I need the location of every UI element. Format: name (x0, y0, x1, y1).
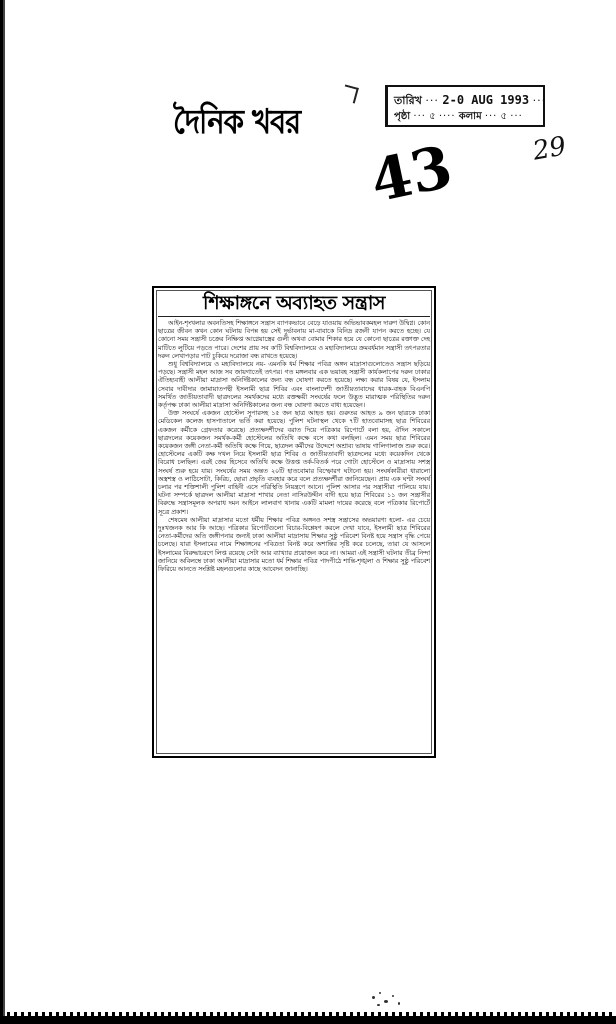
stamp-dots: ···· (438, 111, 456, 122)
handwritten-number: 43 (364, 132, 458, 216)
stamp-page-value: ৫ (429, 111, 436, 122)
article-paragraph: আইন-শৃংখলার অবনতিসহ শিক্ষাঙ্গনে সন্ত্রাস ব্যাপকভাবে বেড়ে যাওয়ায় অভিভাবকমহল দারুণ উদ্বিগ্ন। কোন ছাত্রের জীবন কখন কোন ঘটনায় বিপন্ন হয় সেই দুর্ভাবনায় মা-বাবাকে বিনিদ্র রজনী যাপন করতে হচ্ছে। যে কোনো সময় সন্ত্রাসী চক্রের নিক্ষিপ্ত আগ্নেয়াস্ত্রের গুলী অথবা বোমার শিকার হয়ে যে কোনো ছাত্রের রক্তাক্ত দেহ মাটিতে লুটিয়ে পড়তে পারে। দেশের প্রায় সব ক'টি বিশ্ববিদ্যালয়ে ও মহাবিদ্যালয়ে ক্রমবর্ধমান সন্ত্রাসী তৎপরতার দরুন লেখাপড়ার পাট চুকিয়ে দরোজা বন্ধ রাখতে হয়েছে। (158, 319, 430, 360)
handwritten-corner-number: 29 (530, 131, 569, 167)
date-stamp (385, 85, 545, 127)
stamp-date-label: তারিখ (394, 94, 422, 107)
scan-speck (392, 995, 394, 997)
article-paragraph: শেষমেষ আলীয়া মাদ্রাসার মতো ধর্মীয় শিক্ষার পবিত্র অঙ্গনও সশস্ত্র সন্ত্রাসের অভয়ারণ্য হলো- এর চেয়ে দুঃখজনক আর কি আছে। পত্রিকার রিপোর্টগুলো বিচার-বিশ্লেষণ করলে দেখা যাবে, ইসলামী ছাত্র শিবিরের নেতা-কর্মীদের অতি জঙ্গীপনার জন্যই ঢাকা আলীয়া মাদ্রাসায় শিক্ষার সুষ্ঠু পরিবেশ বিনষ্ট হয়ে সন্ত্রাস বৃদ্ধি পেয়ে চলেছে। যারা ইসলামের নামে শিক্ষাঙ্গনের পবিত্রতা বিনষ্ট করে অশান্তির সৃষ্টি করে চলেছে, তারা যে আসলে ইসলামের বিরুদ্ধাচরণে লিপ্ত রয়েছে সেটা আর ব্যাখ্যার প্রয়োজন করে না। আমরা এই সন্ত্রাসী ঘটনার তীব্র নিন্দা জানিয়ে অবিলম্বে ঢাকা আলীয়া মাদ্রাসার মতো ধর্ম শিক্ষার পবিত্র পাদপীঠে শান্তি-শৃঙ্খলা ও শিক্ষার সুষ্ঠু পরিবেশ ফিরিয়ে আনতে সংশ্লিষ্ট মহলগুলোর কাছে আবেদন জানাচ্ছি। (158, 515, 430, 574)
newspaper-clipping (152, 286, 436, 758)
scan-speck (398, 1002, 400, 1005)
stamp-dots: ··· (510, 111, 523, 122)
stamp-dots: ··· (532, 94, 547, 107)
scan-speck (372, 996, 375, 999)
stamp-column-value: ৫ (500, 111, 508, 122)
stamp-page-label: পৃষ্ঠা (394, 111, 411, 122)
article-headline: শিক্ষাঙ্গনে অব্যাহত সন্ত্রাস (158, 290, 430, 317)
article-paragraph: উক্ত সংঘর্ষে একজন হোস্টেল সুপারসহ ১৫ জন ছাত্র আহত হয়। গুরুতর আহত ৯ জন ছাত্রকে ঢাকা মেডিকেল কলেজ হাসপাতালে ভর্তি করা হয়েছে। পুলিশ ঘটনাস্থল থেকে ৭টি হাতবোমাসহ ছাত্র শিবিরের একজন কর্মীকে গ্রেফতার করেছে। প্রত্যক্ষদর্শীদের বরাত দিয়ে পত্রিকার রিপোর্টে বলা হয়, ঐদিন সকালে ছাত্রদলের কয়েকজন সমর্থক-কর্মী হোস্টেলের অতিথি কক্ষে বসে কথা বলছিল। এমন সময় ছাত্র শিবিরের কয়েকজন জঙ্গী নেতা-কর্মী অতিথি কক্ষে গিয়ে, ছাত্রদল কর্মীদের উদ্দেশে অশ্রাব্য ভাষায় গালিগালাজ শুরু করে। হোস্টেলের একটি কক্ষ দখল নিয়ে ইসলামী ছাত্র শিবির ও জাতীয়তাবাদী ছাত্রদলের মধ্যে কয়েকদিন থেকে বিরোধ চলছিল। এরই জের হিসেবে অতিথি কক্ষে উত্তপ্ত তর্ক-বিতর্ক পরে গোটা হোস্টেলে ও মাদ্রাসায় সশস্ত্র সংঘর্ষ শুরু হয়ে যায়। সংঘর্ষের সময় অন্তত ২০টি হাতবোমার বিস্ফোরণ ঘটানো হয়। সংঘর্ষকারীরা ধারালো অস্ত্রশস্ত্র ও লাঠিসোটা, কিরিচ, ছোরা প্রভৃতি ব্যবহার করে বলে প্রত্যক্ষদর্শীরা জানিয়েছেন। প্রায় এক ঘণ্টা সংঘর্ষ চলার পর শক্তিশালী পুলিশ বাহিনী এসে পরিস্থিতি নিয়ন্ত্রণে আনে। পুলিশ আসার পর সন্ত্রাসীরা পালিয়ে যায়। ঘটনা সম্পর্কে ছাত্রদল আলীয়া মাদ্রাসা শাখার নেতা নাসিরউদ্দীন বাদী হয়ে ছাত্র শিবিরের ১১ জন সন্ত্রাসীর বিরুদ্ধে সন্ত্রাসমূলক অপরাধ দমন আইনে লালবাগ থানায় একটি মামলা দায়ের করেছে বলে পত্রিকার রিপোর্টে সূত্রে প্রকাশ। (158, 409, 430, 516)
article-paragraph: শুধু বিশ্ববিদ্যালয়ে ও মহাবিদ্যালয়ে নয়- এমনকি ধর্ম শিক্ষার পবিত্র অঙ্গন মাদ্রাসাগুলোতেও সন্ত্রাস ছড়িয়ে পড়ছে। সন্ত্রাসী মহল আজ সব জায়গাতেই তৎপর। গত মঙ্গলবার এক ভয়াবহ সন্ত্রাসী কার্যকলাপের দরুন ঢাকার ঐতিহ্যবাহী আলীয়া মাদ্রাসা অনির্দিষ্টকালের জন্য বন্ধ ঘোষণা করতে হয়েছে। লক্ষ্য করার বিষয় যে, ইসলাম সেবার দাবীদার জামায়াতপন্থী ইসলামী ছাত্র শিবির এবং বাংলাদেশী জাতীয়তাবাদের ধারক-বাহক বিএনপি সমর্থিত জাতীয়তাবাদী ছাত্রদলের সমর্থকদের মধ্যে রক্তক্ষয়ী সংঘর্ষের ফলে উদ্ভূত মারাত্মক পরিস্থিতির দরুন কর্তৃপক্ষ ঢাকা আলীয়া মাদ্রাসা অনির্দিষ্টকালের জন্য বন্ধ ঘোষণা করতে বাধ্য হয়েছেন। (158, 360, 430, 410)
stamp-column-label: কলাম (458, 111, 482, 122)
stamp-page-row (394, 109, 523, 126)
stamp-date-value: 2-0 AUG 1993 (442, 93, 530, 107)
scan-left-border (0, 0, 5, 1024)
check-mark-icon (341, 84, 359, 103)
scan-speck (377, 1004, 380, 1006)
scan-bottom-border (0, 1016, 616, 1024)
scan-speck (384, 1000, 388, 1003)
newspaper-masthead: দৈনিক খবর (173, 102, 301, 142)
stamp-dots: ··· (425, 94, 439, 107)
scan-speck (379, 992, 381, 994)
stamp-dots: ··· (413, 111, 426, 122)
stamp-dots: ··· (484, 111, 498, 122)
